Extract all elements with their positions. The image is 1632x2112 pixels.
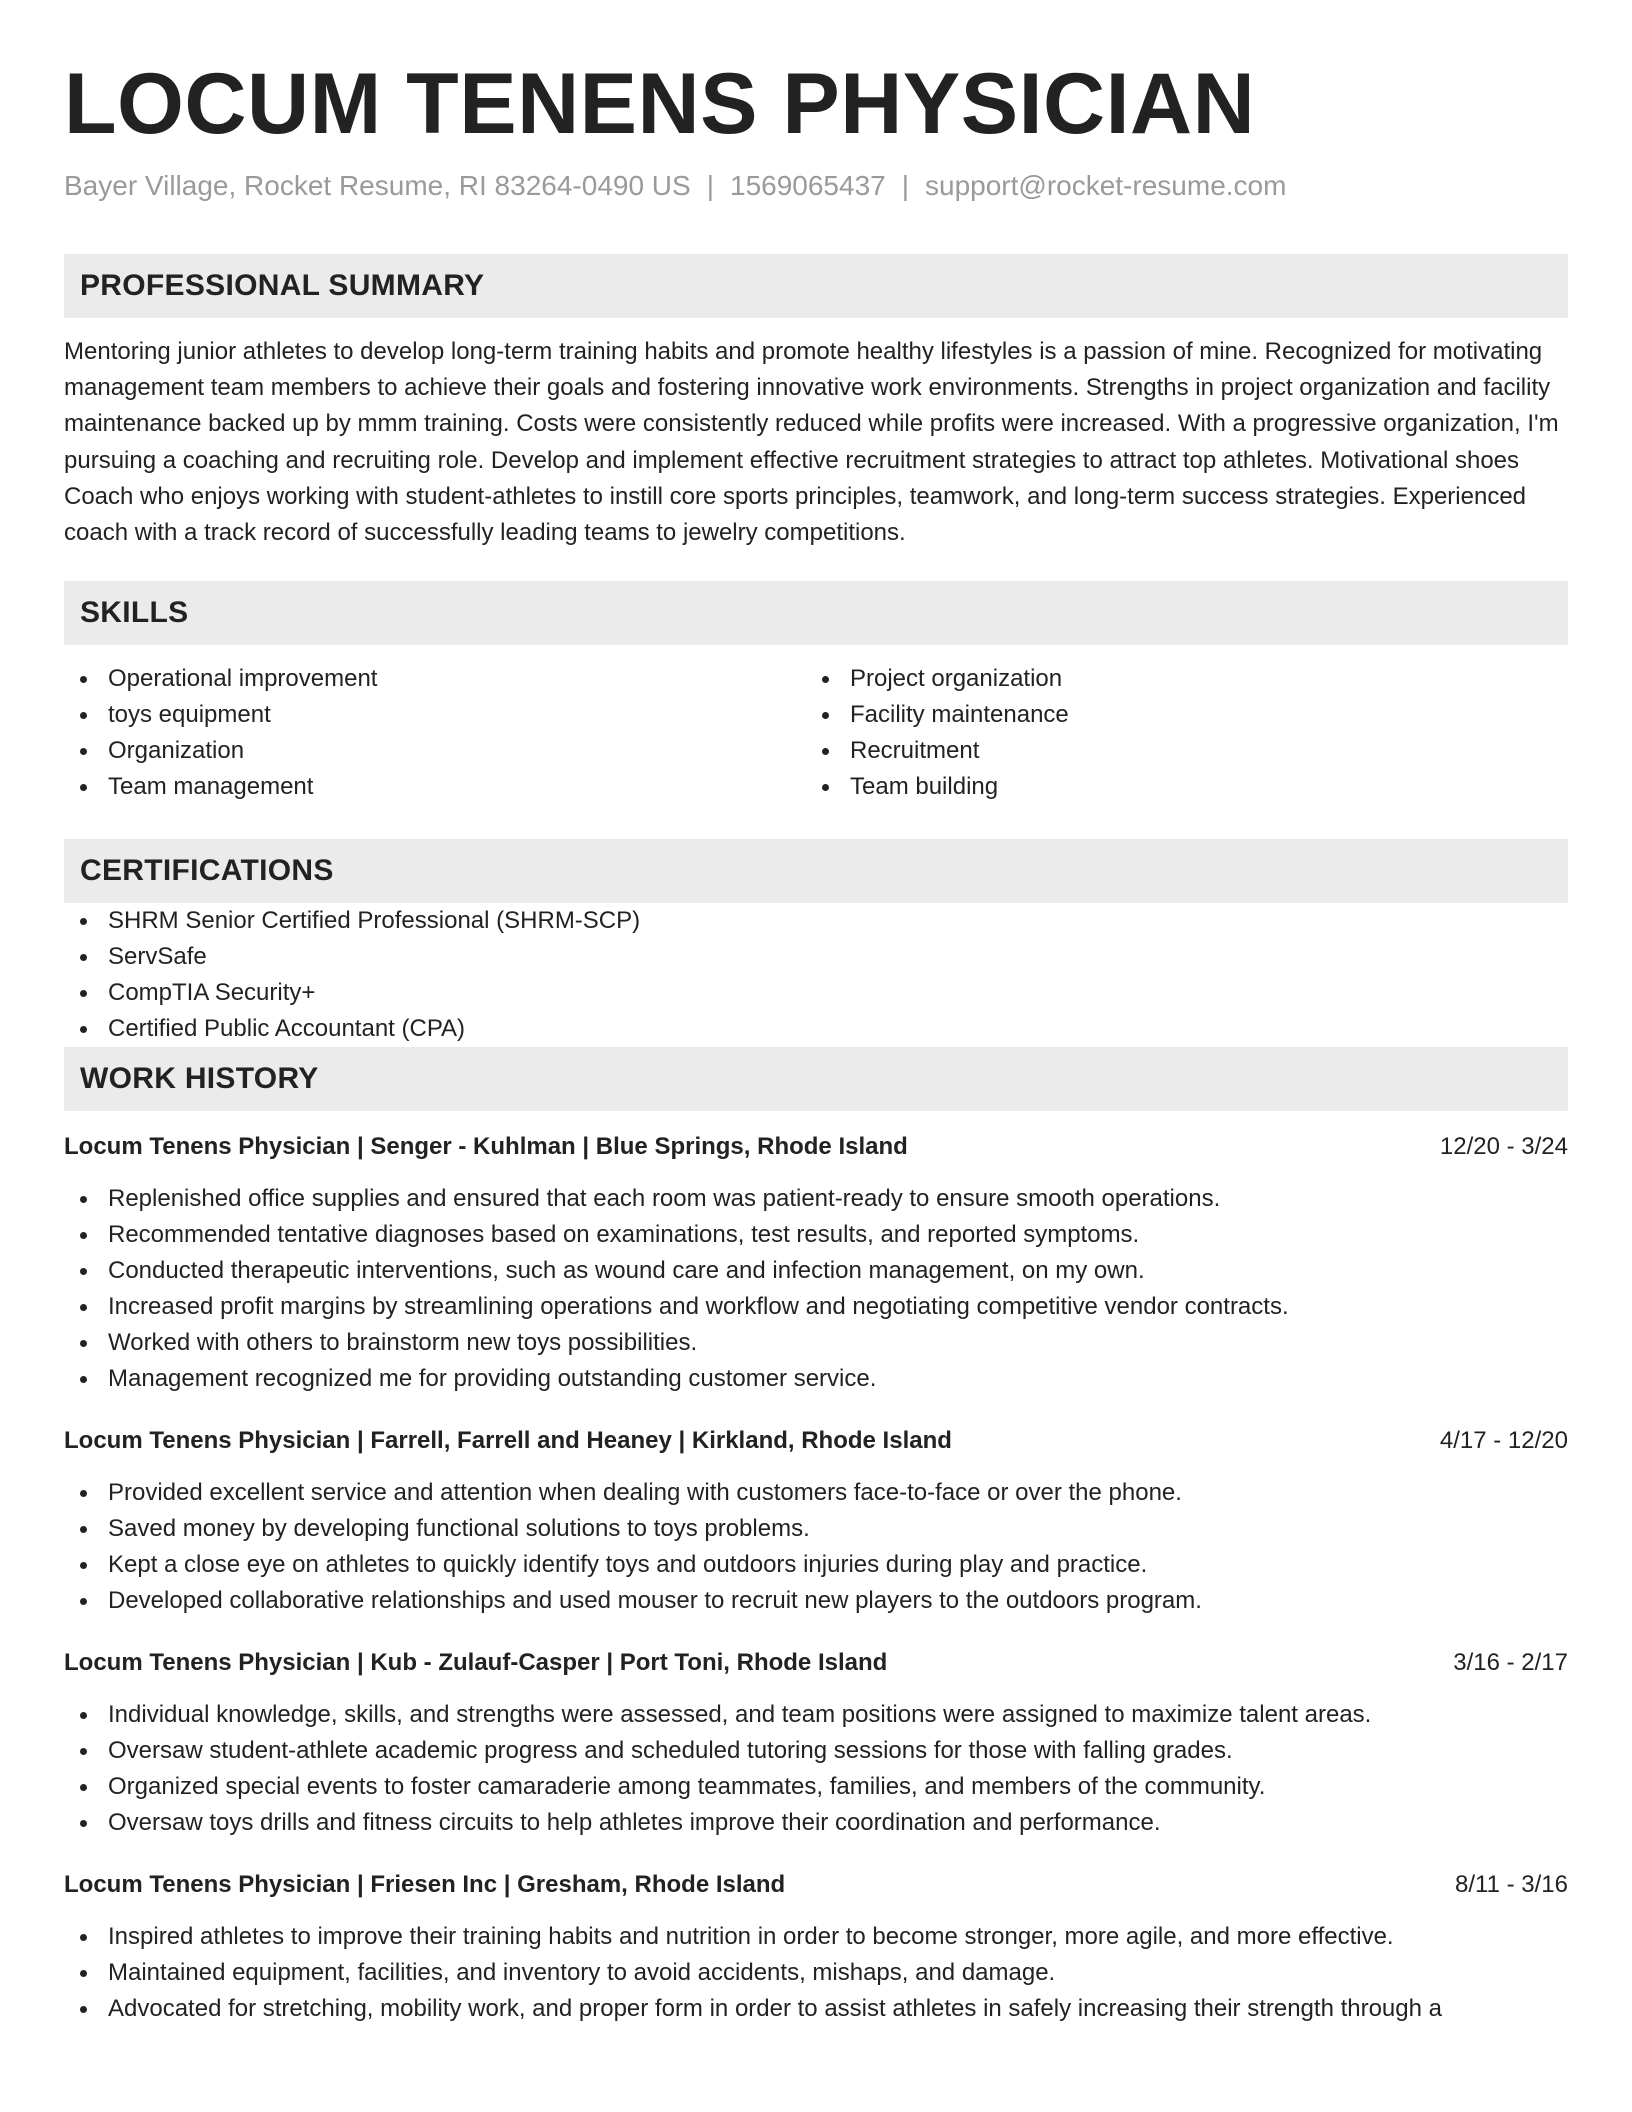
job-dates: 3/16 - 2/17 bbox=[1453, 1649, 1568, 1677]
job-bullet: Increased profit margins by streamlining operations and workflow and negotiating competitive vendor contracts. bbox=[64, 1289, 1568, 1325]
contact-line bbox=[64, 168, 1568, 204]
contact-phone: 1569065437 bbox=[730, 170, 886, 201]
job-bullet: Kept a close eye on athletes to quickly identify toys and outdoors injuries during play and practice. bbox=[64, 1547, 1568, 1583]
job-entry bbox=[64, 1129, 1568, 1397]
certification-item: Certified Public Accountant (CPA) bbox=[64, 1011, 1568, 1047]
summary-section bbox=[64, 254, 1568, 551]
contact-email: support@rocket-resume.com bbox=[925, 170, 1287, 201]
section-heading-certifications: CERTIFICATIONS bbox=[64, 839, 1568, 903]
job-bullet: Oversaw toys drills and fitness circuits to help athletes improve their coordination and performance. bbox=[64, 1805, 1568, 1841]
certification-item: CompTIA Security+ bbox=[64, 975, 1568, 1011]
contact-separator: | bbox=[901, 170, 910, 201]
job-bullets bbox=[64, 1475, 1568, 1619]
skill-item: Facility maintenance bbox=[806, 697, 1548, 733]
job-bullet: Advocated for stretching, mobility work, and proper form in order to assist athletes in safely increasing their strength through a bbox=[64, 1991, 1568, 2027]
skill-item: Recruitment bbox=[806, 733, 1548, 769]
job-header bbox=[64, 1129, 1568, 1165]
skills-list-right bbox=[806, 661, 1548, 805]
job-bullet: Provided excellent service and attention when dealing with customers face-to-face or over the phone. bbox=[64, 1475, 1568, 1511]
job-title: Locum Tenens Physician | Senger - Kuhlman | Blue Springs, Rhode Island bbox=[64, 1133, 908, 1161]
job-bullet: Worked with others to brainstorm new toys possibilities. bbox=[64, 1325, 1568, 1361]
section-heading-skills: SKILLS bbox=[64, 581, 1568, 645]
job-title: Locum Tenens Physician | Farrell, Farrell and Heaney | Kirkland, Rhode Island bbox=[64, 1427, 952, 1455]
job-header bbox=[64, 1867, 1568, 1903]
certification-item: ServSafe bbox=[64, 939, 1568, 975]
certifications-section bbox=[64, 839, 1568, 1047]
job-title: Locum Tenens Physician | Kub - Zulauf-Casper | Port Toni, Rhode Island bbox=[64, 1649, 888, 1677]
skill-item: Team management bbox=[64, 769, 806, 805]
job-bullet: Oversaw student-athlete academic progress and scheduled tutoring sessions for those with falling grades. bbox=[64, 1733, 1568, 1769]
job-bullets bbox=[64, 1697, 1568, 1841]
job-dates: 12/20 - 3/24 bbox=[1439, 1133, 1568, 1161]
job-dates: 4/17 - 12/20 bbox=[1439, 1427, 1568, 1455]
work-history-section bbox=[64, 1047, 1568, 2027]
job-bullet: Saved money by developing functional solutions to toys problems. bbox=[64, 1511, 1568, 1547]
skills-grid bbox=[64, 661, 1568, 805]
job-bullet: Maintained equipment, facilities, and inventory to avoid accidents, mishaps, and damage. bbox=[64, 1955, 1568, 1991]
summary-text: Mentoring junior athletes to develop long-term training habits and promote healthy lifestyles is a passion of mine. Recognized for motivating management team members to achieve their goals and fostering innovative work environments. Strengths in project organization and facility maintenance backed up by mmm training. Costs were consistently reduced while profits were increased. With a progressive organization, I'm pursuing a coaching and recruiting role. Develop and implement effective recruitment strategies to attract top athletes. Motivational shoes Coach who enjoys working with student-athletes to instill core sports principles, teamwork, and long-term success strategies. Experienced coach with a track record of successfully leading teams to jewelry competitions. bbox=[64, 338, 1559, 547]
job-bullets bbox=[64, 1181, 1568, 1397]
job-header bbox=[64, 1645, 1568, 1681]
job-bullet: Individual knowledge, skills, and strengths were assessed, and team positions were assigned to maximize talent areas. bbox=[64, 1697, 1568, 1733]
certifications-list bbox=[64, 903, 1568, 1047]
job-bullet: Recommended tentative diagnoses based on examinations, test results, and reported symptoms. bbox=[64, 1217, 1568, 1253]
job-entry bbox=[64, 1423, 1568, 1619]
section-heading-work-history: WORK HISTORY bbox=[64, 1047, 1568, 1111]
job-title: Locum Tenens Physician | Friesen Inc | Gresham, Rhode Island bbox=[64, 1871, 786, 1899]
contact-address: Bayer Village, Rocket Resume, RI 83264-0490 US bbox=[64, 170, 691, 201]
skill-item: Project organization bbox=[806, 661, 1548, 697]
job-bullet: Replenished office supplies and ensured that each room was patient-ready to ensure smooth operations. bbox=[64, 1181, 1568, 1217]
candidate-name: LOCUM TENENS PHYSICIAN bbox=[64, 56, 1256, 152]
job-bullet: Organized special events to foster camaraderie among teammates, families, and members of the community. bbox=[64, 1769, 1568, 1805]
job-entry bbox=[64, 1867, 1568, 2027]
certification-item: SHRM Senior Certified Professional (SHRM-SCP) bbox=[64, 903, 1568, 939]
contact-separator: | bbox=[706, 170, 714, 201]
job-header bbox=[64, 1423, 1568, 1459]
job-bullets bbox=[64, 1919, 1568, 2027]
job-entry bbox=[64, 1645, 1568, 1841]
section-heading-summary: PROFESSIONAL SUMMARY bbox=[64, 254, 1568, 318]
skills-section bbox=[64, 581, 1568, 805]
skill-item: Organization bbox=[64, 733, 806, 769]
job-dates: 8/11 - 3/16 bbox=[1455, 1871, 1568, 1899]
job-bullet: Conducted therapeutic interventions, such as wound care and infection management, on my own. bbox=[64, 1253, 1568, 1289]
skill-item: Operational improvement bbox=[64, 661, 806, 697]
skills-list-left bbox=[64, 661, 806, 805]
skill-item: Team building bbox=[806, 769, 1548, 805]
skill-item: toys equipment bbox=[64, 697, 806, 733]
job-bullet: Inspired athletes to improve their training habits and nutrition in order to become stronger, more agile, and more effective. bbox=[64, 1919, 1568, 1955]
job-bullet: Developed collaborative relationships and used mouser to recruit new players to the outdoors program. bbox=[64, 1583, 1568, 1619]
job-bullet: Management recognized me for providing outstanding customer service. bbox=[64, 1361, 1568, 1397]
